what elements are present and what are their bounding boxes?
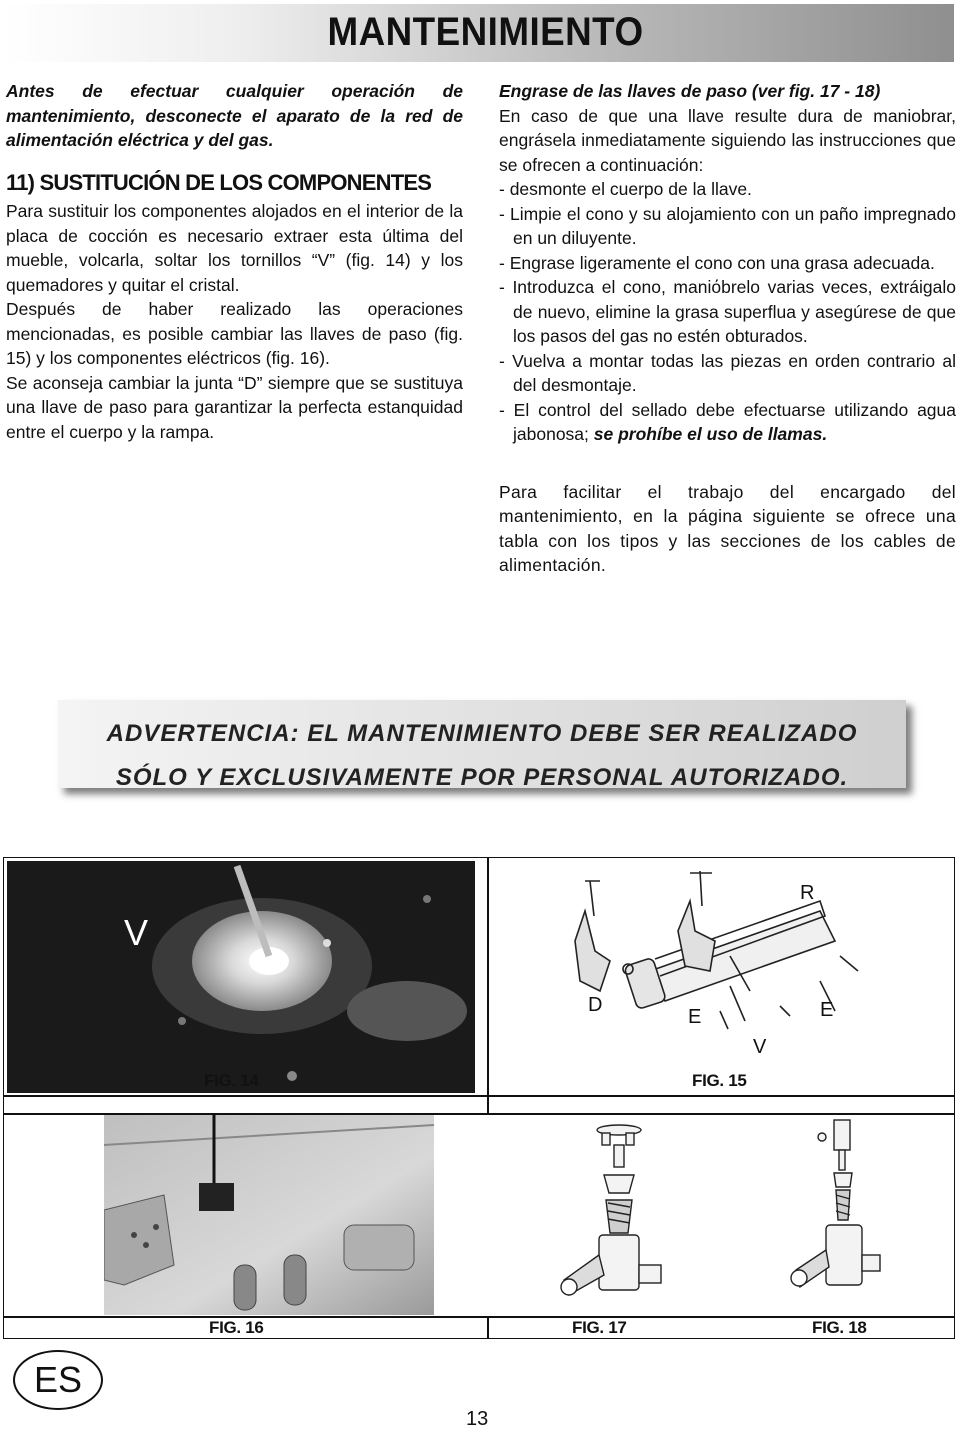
list-item: - Engrase ligeramente el cono con una grasa adecuada. <box>499 252 935 273</box>
fig16-bottom-panel-photo <box>104 1115 434 1315</box>
fig14-burner-photo <box>7 861 475 1093</box>
paragraph-replace-components: Para sustituir los componentes alojados en el interior de la placa de cocción es necesario extraer esta última del mueble, volcarla, soltar los tornillos “V” (fig. 14) y los quemadores y quitar el cristal. <box>6 201 463 295</box>
fig15-label-e-right: E <box>820 999 834 1021</box>
paragraph-cable-table-note: Para facilitar el trabajo del encargado del mantenimiento, en la página siguiente se ofrece una tabla con los tipos y las secciones de los cables de alimentación. <box>499 481 956 575</box>
page-title: MANTENIMIENTO <box>327 10 644 54</box>
fig15-label-d: D <box>588 994 603 1016</box>
fig15-gas-valve-diagram <box>490 861 950 1093</box>
lubrication-title: Engrase de las llaves de paso (ver fig. 17 - 18) <box>499 81 881 101</box>
fig14-caption: FIG. 14 <box>204 1071 259 1090</box>
paragraph-after-operations: Después de haber realizado las operaciones mencionadas, es posible cambiar las llaves de paso (fig. 15) y los componentes eléctricos (fig. 16). <box>6 299 463 368</box>
flame-prohibition-text: se prohíbe el uso de llamas. <box>593 424 828 444</box>
fig15-label-r: R <box>800 882 815 904</box>
warning-line-2: SÓLO Y EXCLUSIVAMENTE POR PERSONAL AUTORIZADO. <box>115 764 849 791</box>
table-divider-vertical <box>487 858 489 1113</box>
fig14-label-v: V <box>124 912 149 953</box>
figure-table <box>3 857 955 1339</box>
page-number: 13 <box>466 1408 489 1430</box>
warning-line-1: ADVERTENCIA: EL MANTENIMIENTO DEBE SER REALIZADO <box>106 720 858 747</box>
lubrication-intro: En caso de que una llave resulte dura de maniobrar, engrásela inmediatamente siguiendo las instrucciones que se ofrecen a continuación: <box>499 105 956 175</box>
warning-box <box>58 700 906 791</box>
table-divider-vertical <box>487 1316 489 1338</box>
language-code: ES <box>33 1359 83 1400</box>
list-item <box>499 398 956 447</box>
fig15-caption: FIG. 15 <box>692 1071 747 1090</box>
fig16-caption: FIG. 16 <box>209 1318 264 1337</box>
section-title: 11) SUSTITUCIÓN DE LOS COMPONENTES <box>6 169 432 195</box>
fig18-valve-exploded-view <box>784 1115 904 1315</box>
fig17-caption: FIG. 17 <box>572 1318 627 1337</box>
fig18-caption: FIG. 18 <box>812 1318 867 1337</box>
intro-warning-text: Antes de efectuar cualquier operación de mantenimiento, desconecte el aparato de la red de alimentación eléctrica y del gas. <box>6 81 463 150</box>
left-column <box>6 79 463 444</box>
language-badge <box>13 1350 103 1410</box>
warning-text <box>58 712 906 800</box>
paragraph-gasket-advice: Se aconseja cambiar la junta “D” siempre que se sustituya una llave de paso para garantizar la perfecta estanquidad entre el cuerpo y la rampa. <box>6 372 463 442</box>
list-item: - Introduzca el cono, maniόbrelo varias veces, extráigalo de nuevo, elimine la grasa superflua y asegúrese de que los pasos del gas no estén obturados. <box>499 277 956 346</box>
list-item: - Limpie el cono y su alojamiento con un paño impregnado en un diluyente. <box>499 203 956 248</box>
fig15-label-e-left: E <box>688 1006 702 1028</box>
lubrication-steps <box>499 177 956 447</box>
right-column <box>499 79 956 578</box>
list-item: - desmonte el cuerpo de la llave. <box>499 179 752 199</box>
seal-check-text: - El control del sellado debe efectuarse utilizando agua jabonosa; <box>499 399 956 444</box>
fig17-valve-exploded-view <box>544 1115 694 1315</box>
list-item: - Vuelva a montar todas las piezas en orden contrario al del desmontaje. <box>499 350 956 395</box>
fig15-label-v: V <box>753 1036 767 1058</box>
table-divider-horizontal <box>4 1095 954 1097</box>
